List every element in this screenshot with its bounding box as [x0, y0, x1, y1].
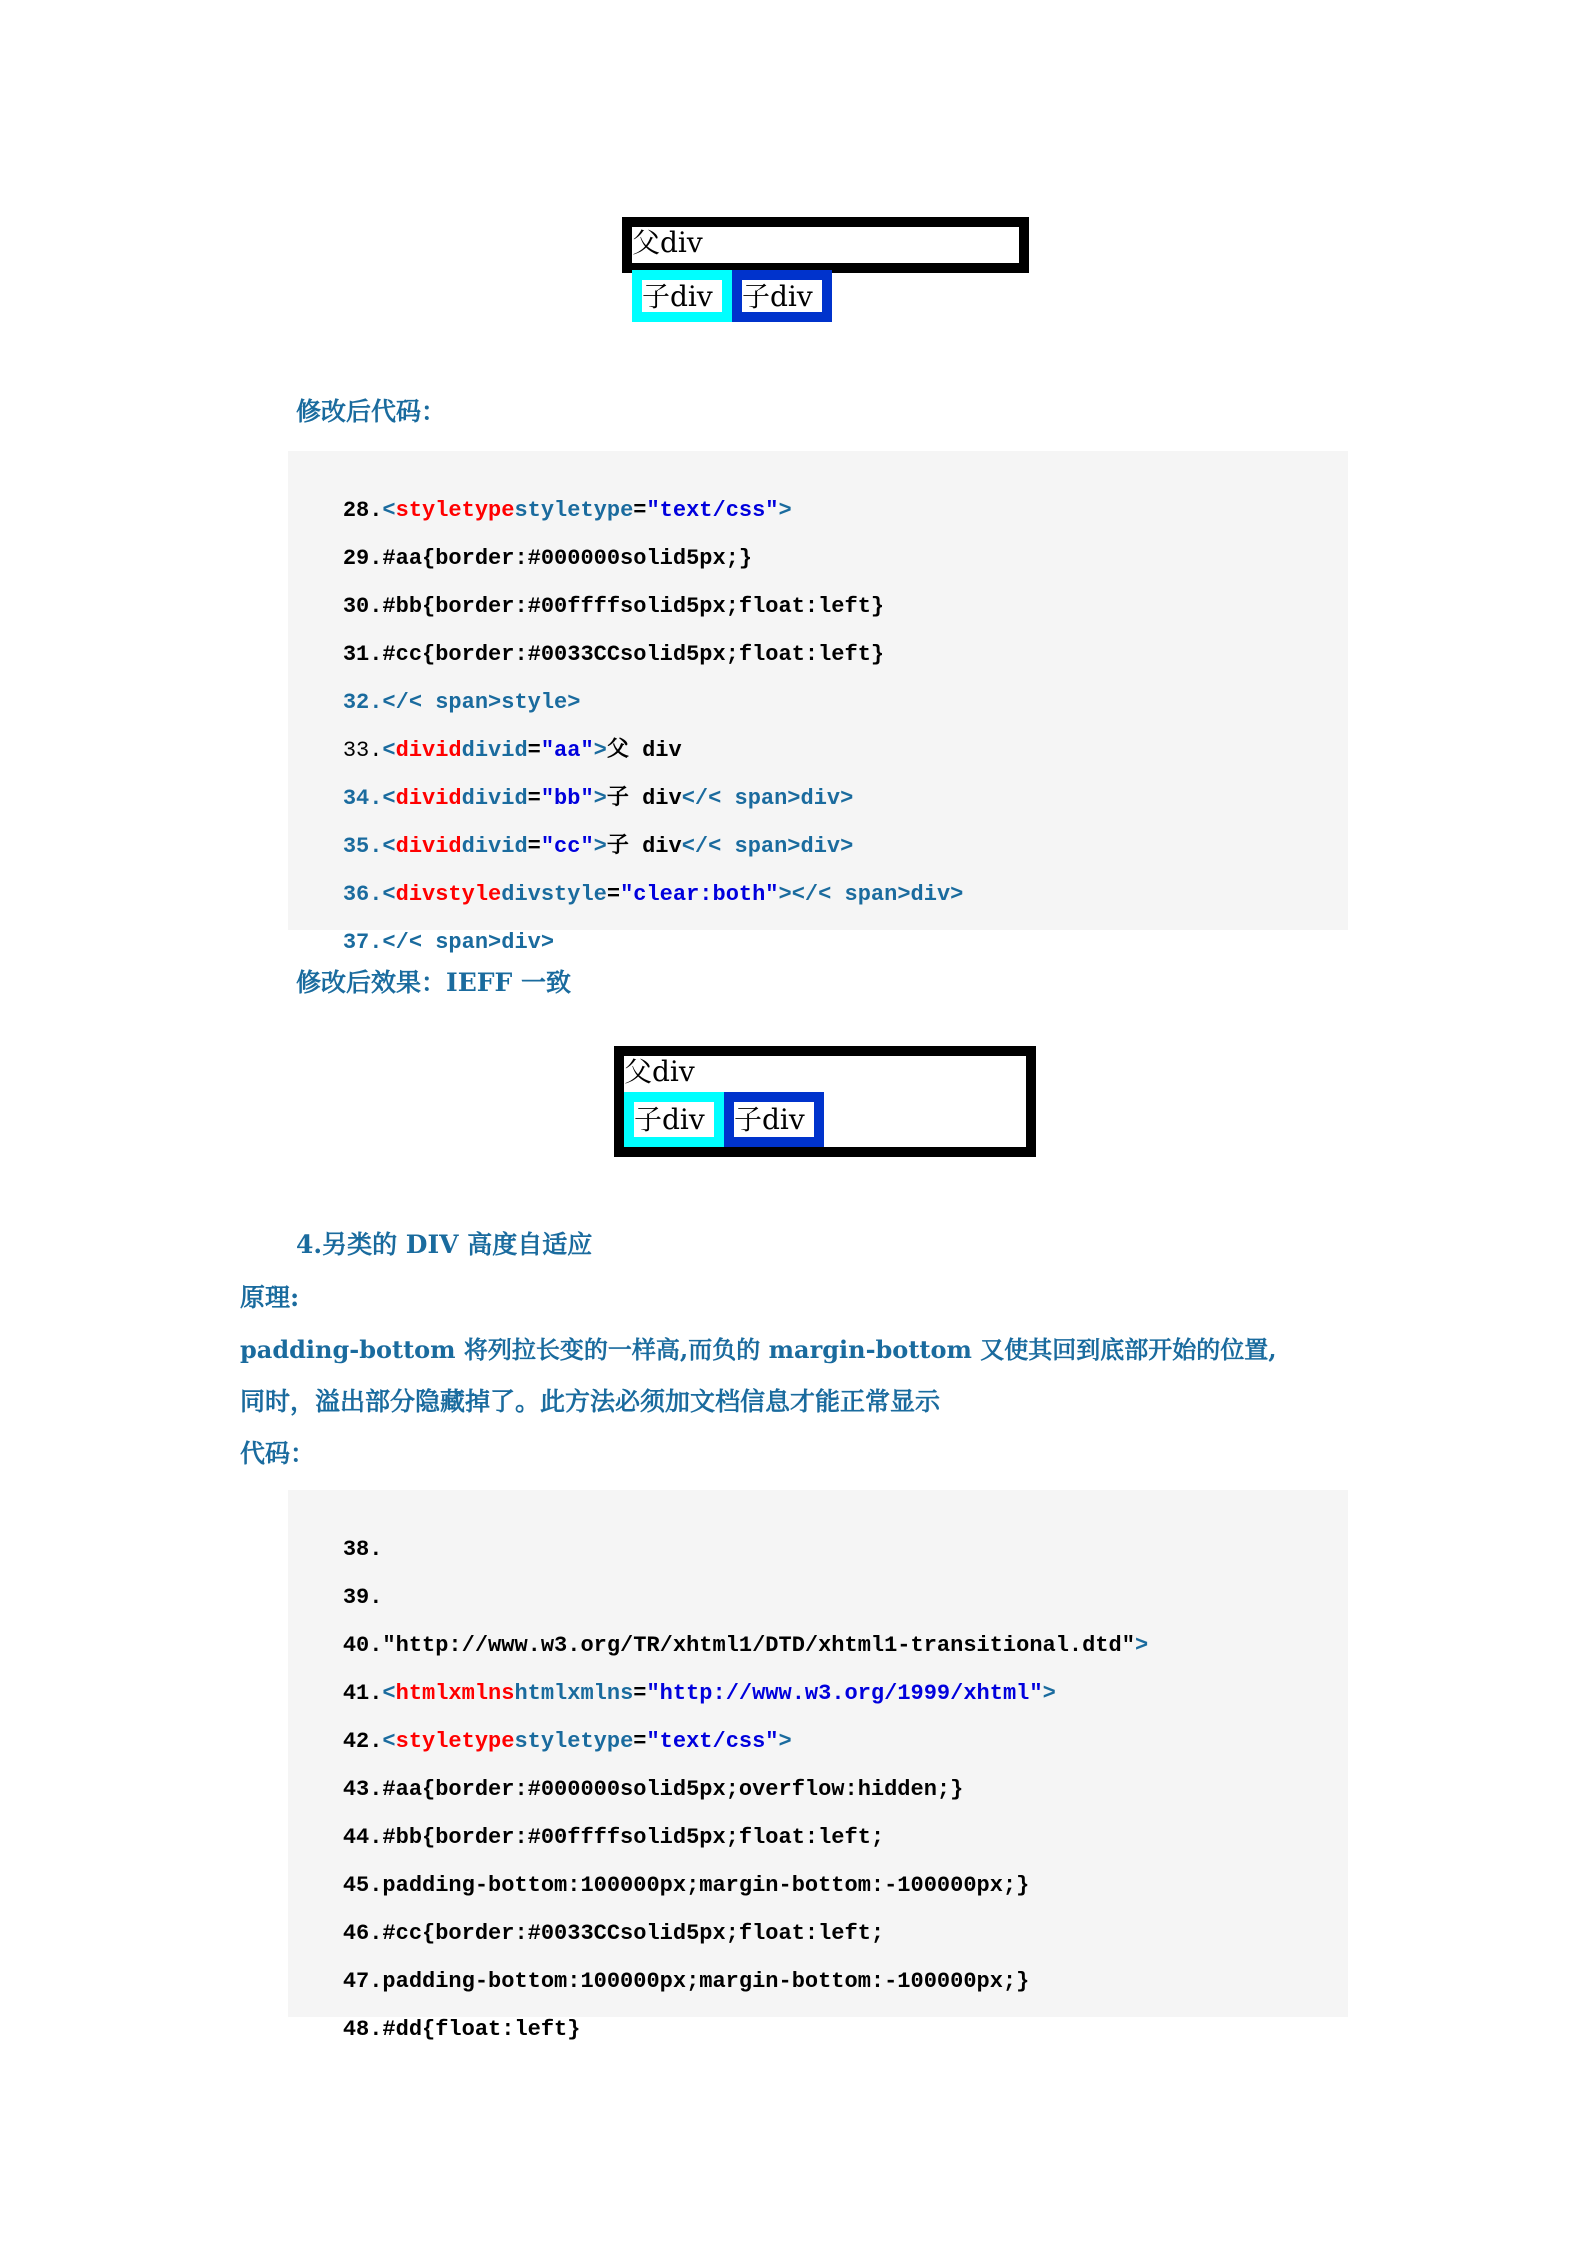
code-token: "aa": [540, 738, 594, 763]
principle-text-line-2: 同时，溢出部分隐藏掉了。此方法必须加文档信息才能正常显示: [240, 1387, 941, 1416]
line-number: 47.: [342, 1969, 383, 1994]
code-token: >: [778, 498, 792, 523]
line-number: 38.: [342, 1537, 383, 1562]
line-number: 42.: [342, 1729, 383, 1754]
code-token: <: [382, 738, 396, 763]
code-token: =: [633, 498, 647, 523]
child-div-box-blue: [732, 270, 832, 322]
modified-effect-heading: 修改后效果：IEFF 一致: [296, 968, 571, 997]
code-token: 子 div: [606, 834, 682, 859]
child-div-box-cyan: [632, 270, 732, 322]
code-token: 父 div: [606, 738, 682, 763]
line-number: 48.: [342, 2017, 383, 2042]
line-number: 34.: [342, 786, 383, 811]
code-text: #aa{border:#000000solid5px;overflow:hidden;}: [382, 1777, 964, 1802]
code-text: #aa{border:#000000solid5px;}: [382, 546, 753, 571]
code-token: =: [527, 738, 541, 763]
code-token: divid: [395, 786, 462, 811]
line-number: 43.: [342, 1777, 383, 1802]
code-token: "bb": [540, 786, 594, 811]
code-text: #bb{border:#00ffffsolid5px;float:left;: [382, 1825, 885, 1850]
code-token: htmlxmlns: [395, 1681, 515, 1706]
line-number: 35.: [342, 834, 383, 859]
line-number: 29.: [342, 546, 383, 571]
code-token: "http://www.w3.org/1999/xhtml": [646, 1681, 1043, 1706]
code-text: #cc{border:#0033CCsolid5px;float:left;: [382, 1921, 885, 1946]
line-number: 32.: [342, 690, 383, 715]
code-token: styletype: [514, 498, 634, 523]
code-token: divid: [461, 738, 528, 763]
code-token: =: [606, 882, 621, 907]
code-text: "http://www.w3.org/TR/xhtml1/DTD/xhtml1-transitional.dtd": [382, 1633, 1135, 1658]
line-number: 28.: [342, 498, 383, 523]
code-token: </< span>div>: [681, 834, 854, 859]
parent-div-box: [614, 1046, 1036, 1157]
line-number: 33.: [342, 738, 383, 763]
code-token: 子 div: [606, 786, 682, 811]
principle-label: 原理:: [240, 1283, 300, 1312]
code-token: <: [382, 834, 396, 859]
code-text: </< span>style>: [382, 690, 581, 715]
code-token: "text/css": [646, 498, 779, 523]
code-token: =: [527, 786, 541, 811]
code-token: divid: [461, 834, 528, 859]
code-token: >: [778, 1729, 792, 1754]
code-text: padding-bottom:100000px;margin-bottom:-100000px;}: [382, 1969, 1030, 1994]
line-number: 30.: [342, 594, 383, 619]
code-token: styletype: [395, 498, 515, 523]
code-token: </< span>div>: [681, 786, 854, 811]
code-token: <: [382, 498, 396, 523]
code-text: #dd{float:left}: [382, 2017, 581, 2042]
code-token: =: [633, 1729, 647, 1754]
code-token: "clear:both": [620, 882, 779, 907]
line-number: 36.: [342, 882, 383, 907]
code-token: divstyle: [395, 882, 502, 907]
line-number: 45.: [342, 1873, 383, 1898]
line-number: 40.: [342, 1633, 383, 1658]
code-token: divid: [461, 786, 528, 811]
code-text: #cc{border:#0033CCsolid5px;float:left}: [382, 642, 885, 667]
code-block-2: [288, 1490, 1348, 2042]
line-number: 41.: [342, 1681, 383, 1706]
line-number: 39.: [342, 1585, 383, 1610]
code-token: >: [593, 834, 607, 859]
code-token: "cc": [540, 834, 594, 859]
child-div-label: 子div: [742, 280, 813, 313]
code-text: padding-bottom:100000px;margin-bottom:-100000px;}: [382, 1873, 1030, 1898]
code-token: <: [382, 1729, 396, 1754]
code-token: divstyle: [501, 882, 607, 907]
code-block-1: [288, 451, 1348, 955]
code-token: >: [1134, 1633, 1149, 1658]
code-token: htmlxmlns: [514, 1681, 634, 1706]
parent-div-label: 父div: [632, 226, 703, 259]
code-token: ></< span>div>: [778, 882, 964, 907]
line-number: 44.: [342, 1825, 383, 1850]
code-token: styletype: [395, 1729, 515, 1754]
code-label: 代码：: [240, 1439, 316, 1468]
code-token: styletype: [514, 1729, 634, 1754]
child-div-label: 子div: [642, 280, 713, 313]
parent-div-box: [622, 217, 1029, 273]
code-token: >: [593, 738, 607, 763]
code-token: >: [1042, 1681, 1056, 1706]
child-div-label: 子div: [734, 1103, 805, 1136]
child-div-box-blue: [724, 1092, 824, 1147]
code-text: #bb{border:#00ffffsolid5px;float:left}: [382, 594, 885, 619]
code-line: [290, 1988, 580, 2072]
line-number: 31.: [342, 642, 383, 667]
section-4-heading: 4.另类的 DIV 高度自适应: [296, 1230, 593, 1259]
code-token: divid: [395, 738, 462, 763]
child-div-label: 子div: [634, 1103, 705, 1136]
child-div-box-cyan: [624, 1092, 724, 1147]
code-token: <: [382, 786, 396, 811]
principle-text-line-1: padding-bottom 将列拉长变的一样高,而负的 margin-bottom 又使其回到底部开始的位置,: [240, 1335, 1277, 1364]
code-token: =: [633, 1681, 647, 1706]
code-token: >: [593, 786, 607, 811]
code-token: divid: [395, 834, 462, 859]
code-token: <: [382, 1681, 396, 1706]
code-token: "text/css": [646, 1729, 779, 1754]
code-token: =: [527, 834, 541, 859]
line-number: 46.: [342, 1921, 383, 1946]
code-token: <: [382, 882, 396, 907]
parent-div-label: 父div: [624, 1055, 695, 1088]
modified-code-heading: 修改后代码：: [296, 397, 447, 426]
line-number: 37.: [342, 930, 383, 955]
code-text: </< span>div>: [382, 930, 555, 955]
